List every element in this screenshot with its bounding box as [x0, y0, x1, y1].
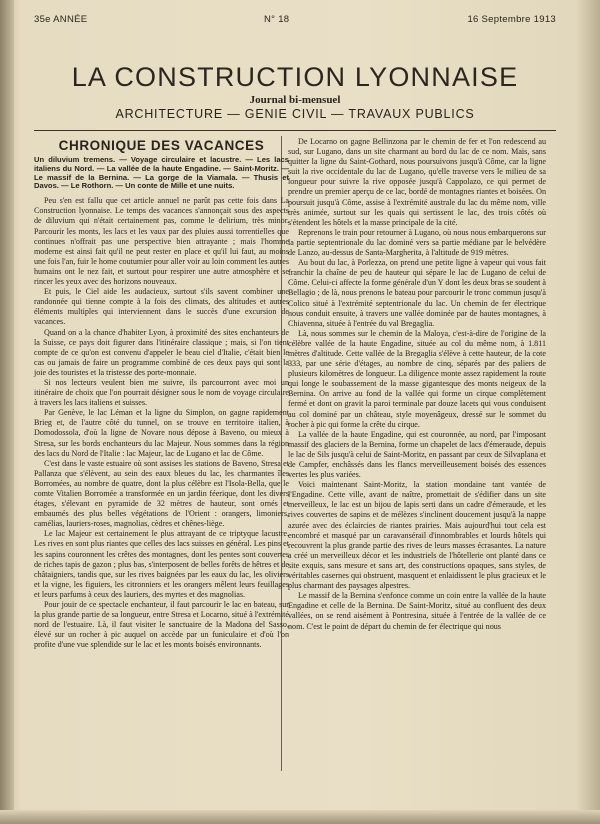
masthead-rule	[34, 130, 556, 131]
newspaper-subtitle: Journal bi-mensuel	[249, 94, 341, 106]
paragraph: Si nos lecteurs veulent bien me suivre, ils parcourront avec moi un itinéraire de choix que l'on pourrait désigner sous le nom de voyage circulaire à travers les lacs italiens et suisses.	[34, 377, 289, 408]
left-column	[34, 137, 289, 651]
paragraph: Par Genève, le lac Léman et la ligne du Simplon, on gagne rapidement Brieg et, de l'autre côté du tunnel, on se trouve en territoire italien, à Domodossola, d'où la ligne de Novare nous dépose à Baveno, ou mieux à Stresa, sur les bords enchanteurs du lac Majeur. Nous sommes dans la région des lacs du Nord de l'Italie : lac Majeur, lac de Lugano et lac de Côme.	[34, 408, 289, 458]
page-bottom-edge	[0, 810, 600, 824]
paragraph: Pour jouir de ce spectacle enchanteur, il faut parcourir le lac en bateau, sur la plus grande partie de sa longueur, entre Stresa et Locarno, situé à l'extrémité nord de l'estuaire. Là, il faut visiter le sanctuaire de la Madona del Sasso, élevé sur un rocher à pic auquel on accède par un funiculaire et d'où l'on profite d'une vue splendide sur le lac et les monts boisés environnants.	[34, 600, 289, 650]
paragraph: Quand on a la chance d'habiter Lyon, à proximité des sites enchanteurs de la Suisse, ce pays doit figurer dans l'itinéraire classique ; mais, si l'on tient compte de ce qu'on est convenu d'appeler le beau ciel d'Italie, c'était bien le cas ou jamais de faire un programme combiné de ces deux pays qui sont la joie des touristes et la tristesse des porte-monnaie.	[34, 327, 289, 377]
paragraph: La vallée de la haute Engadine, qui est couronnée, au nord, par l'imposant massif des glaciers de la Bernina, forme un chapelet de lacs d'émeraude, depuis le lac de Sils jusqu'à celui de Saint-Moritz, en passant par ceux de Silvaplana et de Campfer, enchâssés dans les flancs merveilleusement boisés des essences vertes les plus variées.	[288, 429, 546, 480]
paragraph: Reprenons le train pour retourner à Lugano, où nous nous embarquerons sur la partie septentrionale du lac dominé vers sa partie médiane par le belvédère de Lanzo, au-dessus de Santa-Margherita, à l'altitude de 919 mètres.	[288, 227, 546, 258]
masthead	[34, 62, 556, 121]
paragraph: Le massif de la Bernina s'enfonce comme un coin entre la vallée de la haute Engadine et celle de la Bernina. De Saint-Moritz, situé au confluent des deux vallées, on se rend aisément à Pontresina, située à l'entrée de la vallée de ce nom. C'est le point de départ du chemin de fer électrique qui nous	[288, 591, 546, 631]
issue-number: N° 18	[264, 14, 290, 25]
paragraph: Le lac Majeur est certainement le plus attrayant de ce triptyque lacustre. Les rives en sont plus riantes que celles des lacs suisses en général. Les pins et les sapins couronnent les crêtes des montagnes, dont les pentes sont couvertes de riches tapis de gazon ; plus bas, s'interposent de belles forêts de hêtres et de châtaigniers, tandis que, sur les rives baignées par les eaux du lac, les oliviers et la vigne, les figuiers, les citronniers et les orangers mêlent leurs feuillages et leurs parfums à ceux des lauriers, des myrtes et des magnolias.	[34, 529, 289, 599]
article-summary: Un diluvium tremens. — Voyage circulaire et lacustre. — Les lacs italiens du Nord. — La vallée de la haute Engadine. — Saint-Moritz. — Le massif de la Bernina. — La gorge de la Viamala. — Thusis et Davos. — Le Rothorn. — Un conte de Mille et une nuits.	[34, 155, 289, 191]
paragraph: Au bout du lac, à Porlezza, on prend une petite ligne à vapeur qui vous fait franchir la chaîne de peu de hauteur qui sépare le lac de Lugano de celui de Côme. Celui-ci affecte la forme générale d'un Y dont les deux bras se soudent à Bellagio ; de là, nous prenons le bateau pour parcourir le tronc commun jusqu'à Colico situé à l'extrémité septentrionale du lac. Un chemin de fer électrique nous conduit ensuite, à travers une vallée dominée par de hautes montagnes, à Chiavenna, située à l'entrée du val Bregaglia.	[288, 258, 546, 328]
article-title: CHRONIQUE DES VACANCES	[58, 138, 265, 153]
paragraph: Là, nous sommes sur le chemin de la Maloya, c'est-à-dire de l'origine de la célèbre vallée de la haute Engadine, située au col du même nom, à 1.811 mètres d'altitude. Cette vallée de la Bregaglia s'élève à cette hauteur, de la cote 333, par une série d'étages, au nombre de cinq, séparés par des paliers de plusieurs kilomètres de longueur. La diligence monte assez rapidement la route qui longe le soubassement de la masse gigantesque des monts neigeux de la Bernina. On arrive au fond de la vallée qui forme un cirque complètement fermé et dont on gravit la paroi terminale par douze lacets qui vous conduisent au col dominé par un château, style moyenâgeux, dressé sur le sommet du rocher à pic qui forme la crête du cirque.	[288, 328, 546, 429]
paragraph: De Locarno on gagne Bellinzona par le chemin de fer et l'on redescend au sud, sur Lugano, dans un site charmant au bord du lac de ce nom. Mais, sans quitter la ligne du Saint-Gothard, nous poursuivons jusqu'à Côme, car la ligne suit la rive occidentale du lac de Lugano, qu'elle traverse vers le milieu de sa longueur pour suivre la rive opposée jusqu'à Cappolazo, ce qui permet de prendre un premier aperçu de ce lac, bordé de montagnes riantes et boisées. On poursuit jusqu'à Côme, assise à l'extrémité australe du lac du même nom, ville très animée, surtout sur les quais qui sertissent le lac, des trois côtés où s'étendent les hôtels et la masse principale de la cité.	[288, 137, 546, 227]
issue-date: 16 Septembre 1913	[467, 14, 556, 25]
paragraph: Et puis, le Ciel aide les audacieux, surtout s'ils savent combiner une randonnée qui tienne compte à la fois des climats, des altitudes et autres éléments multiples qui interviennent dans le succès d'une excursion de vacances.	[34, 287, 289, 327]
newspaper-title: LA CONSTRUCTION LYONNAISE	[71, 62, 519, 92]
newspaper-tagline: ARCHITECTURE — GENIE CIVIL — TRAVAUX PUBLICS	[115, 107, 475, 121]
binding-gutter	[0, 0, 14, 824]
paragraph: C'est dans le vaste estuaire où sont assises les stations de Baveno, Stresa et Pallanza que s'élèvent, au sein des eaux bleues du lac, les charmantes îles Borromées, au nombre de quatre, dont la plus célèbre est l'Isola-Bella, que le comte Vitalien Borromée a transformée en un jardin féerique, dont les divers étages, s'élevant en pyramide de 32 mètres de hauteur, sont ornés et embaumés des plus belles végétations de l'Orient : orangers, limoniers, camélias, lauriers-roses, magnolias, cèdres et chênes-liège.	[34, 458, 289, 529]
paragraph: Voici maintenant Saint-Moritz, la station mondaine tant vantée de l'Engadine. Cette ville, avant de naître, promettait de s'édifier dans un site merveilleux, le lac est un bijou de lapis serti dans un cadre d'émeraude, et les rives couvertes de sapins et de mélèzes s'inclinent doucement jusqu'à la nappe azurée avec des éclaircies de riantes prairies. Mais aujourd'hui tout cela est encombré et masqué par un caravansérail d'innombrables et lourds hôtels qui recouvrent la plus grande partie des rives de leurs masses écrasantes. La nature a créé un merveilleux décor et les industriels de l'hôtellerie ont planté dans ce site exquis, sans mesure et sans art, des constructions opaques, sans styles, de véritables casernes qui obstruent, masquent et enlaidissent le plus gracieux et le plus charmant des paysages alpestres.	[288, 480, 546, 591]
right-column	[288, 137, 546, 632]
paragraph: Peu s'en est fallu que cet article annuel ne parût pas cette fois dans La Construction lyonnaise. Le temps des vacances s'annonçait sous des aspects de diluvium qui n'était certainement pas, comme le delirium, très minor. Parcourir les monts, les lacs et les vaux par des pluies aussi torrentielles que continues n'offrait pas une perspective bien attrayante ; mais l'homme moderne est ainsi fait qu'il ne peut rester en place et qu'il lui faut, au moins une fois l'an, fuir le home coutumier pour aller voir au loin comment les autres humains ont le nez fait, et surtout pour respirer une autre atmosphère et se rincer les yeux avec des horizons nouveaux.	[34, 196, 289, 287]
year-label: 35e ANNÉE	[34, 14, 88, 25]
